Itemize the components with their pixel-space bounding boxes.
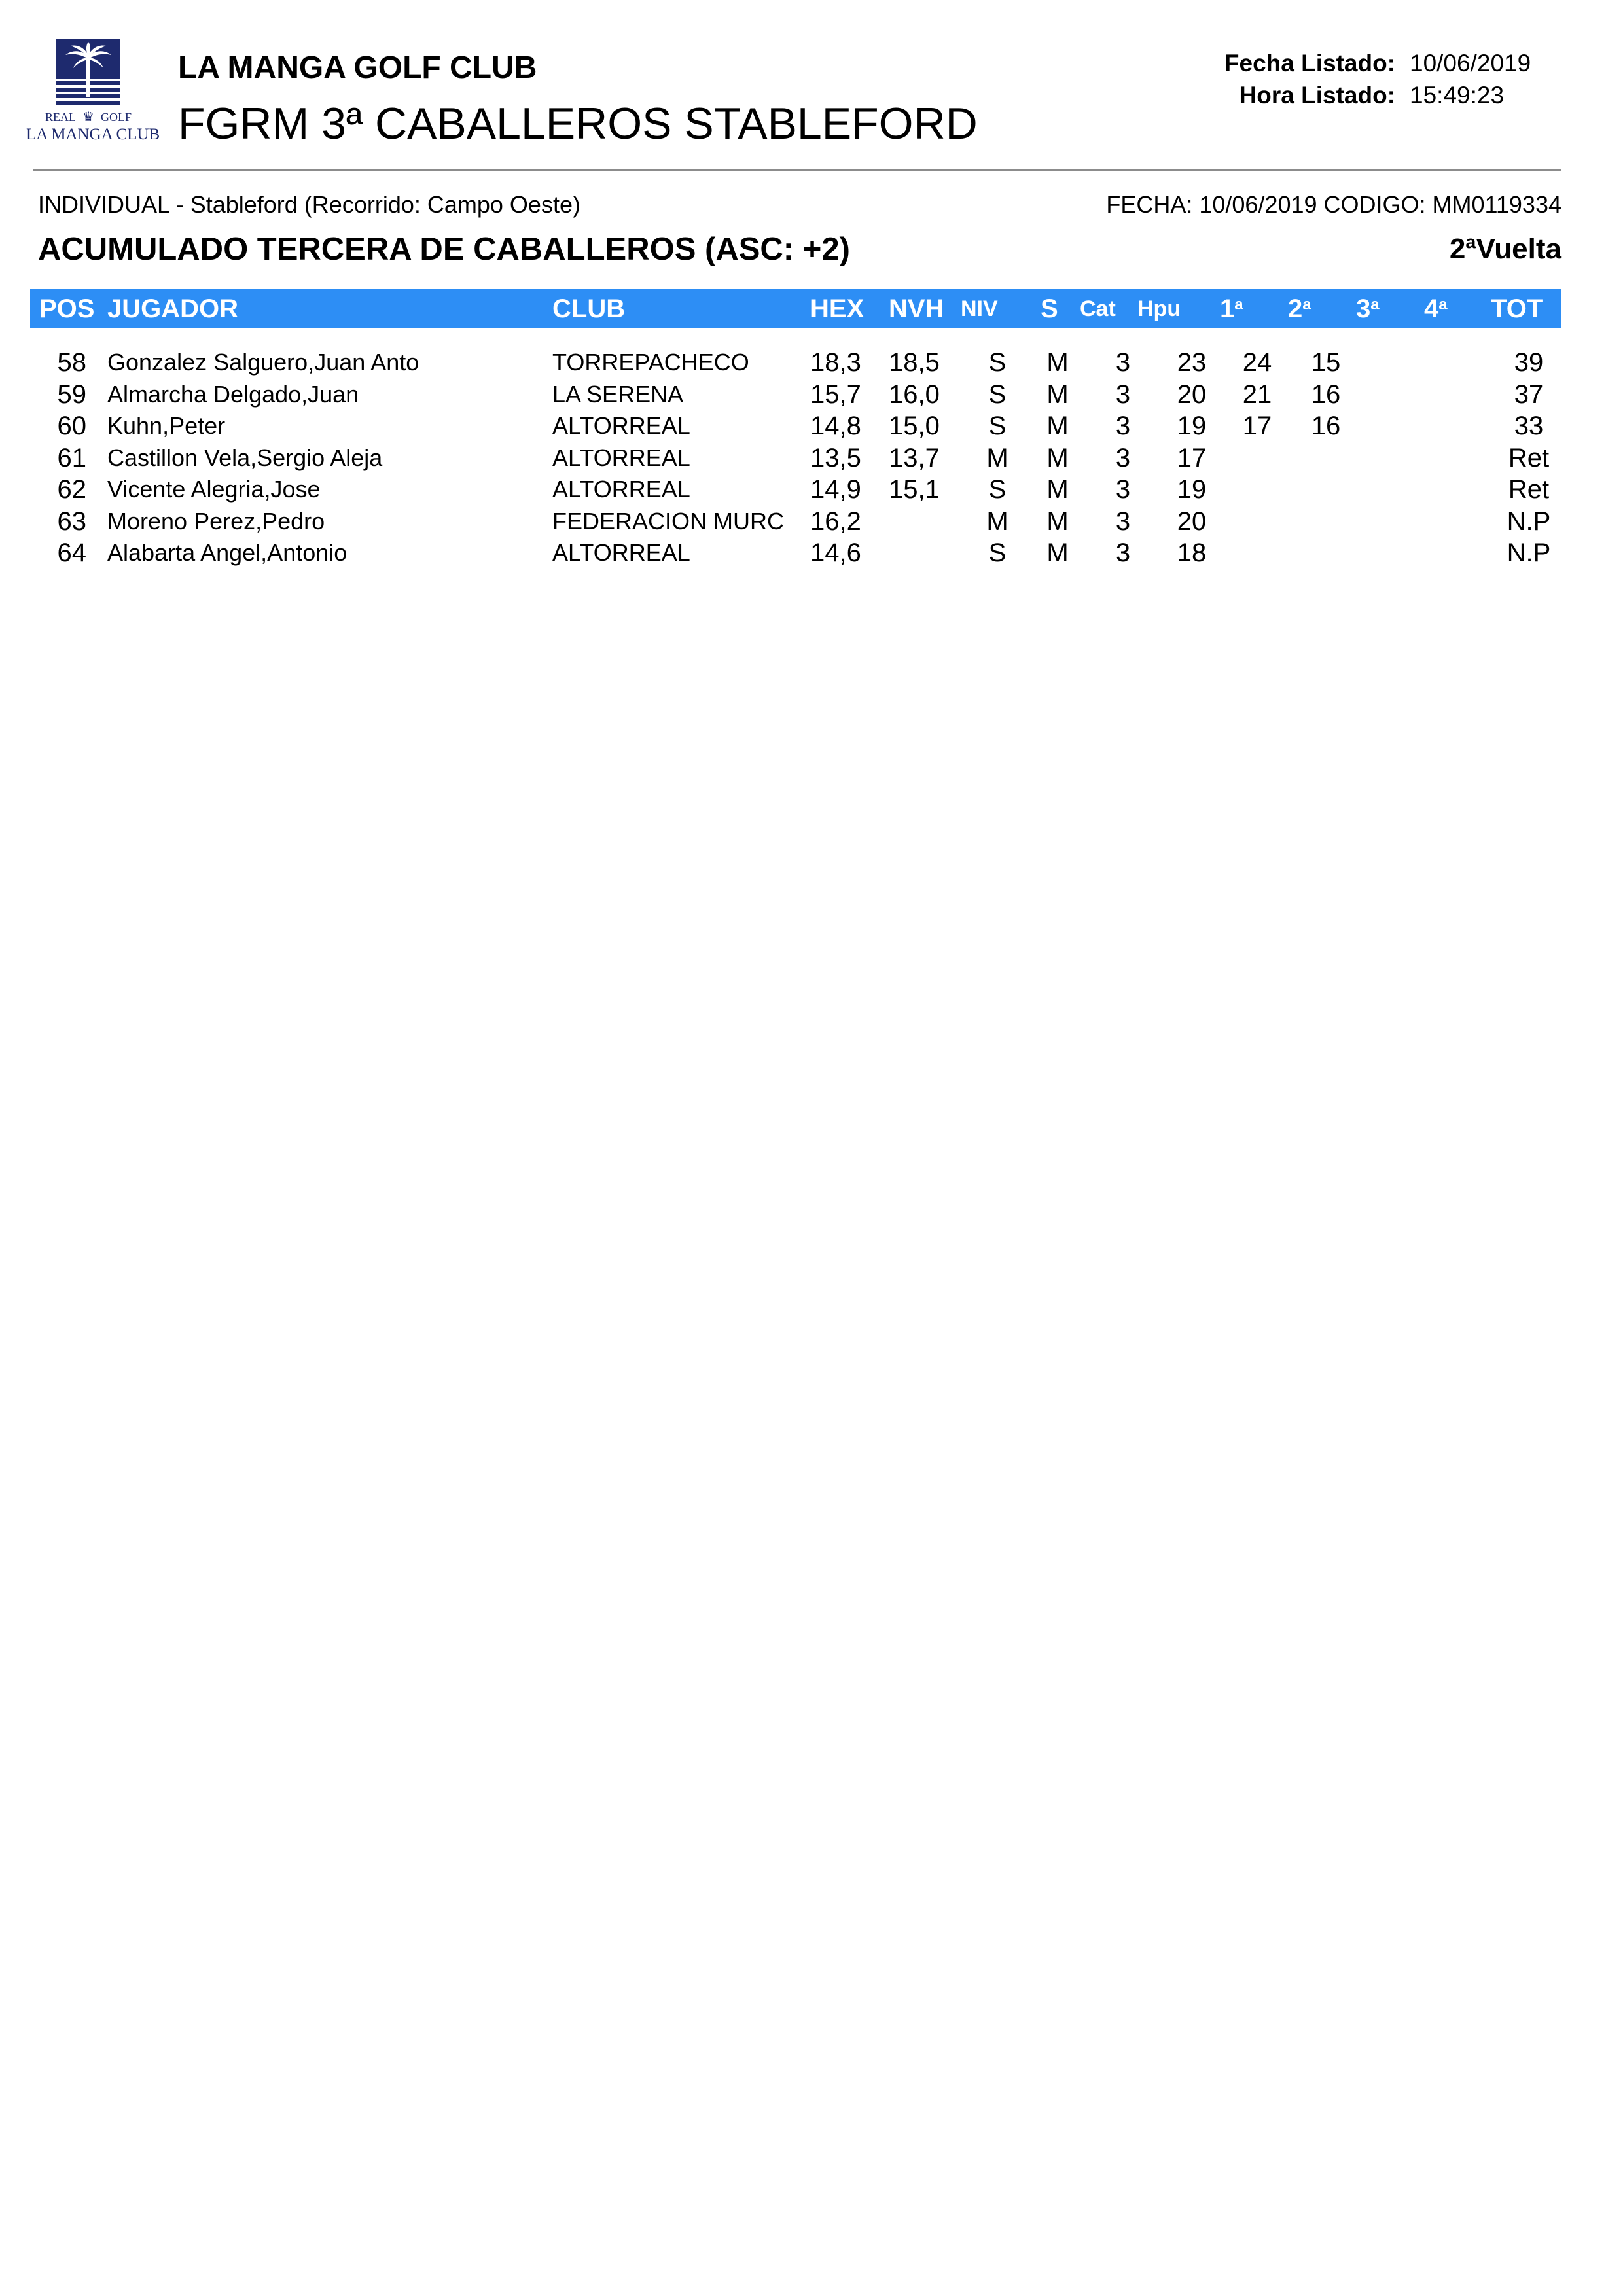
niv-value: S xyxy=(988,412,1007,440)
player-name: Castillon Vela,Sergio Aleja xyxy=(107,444,383,471)
col-nvh: NVH xyxy=(889,294,944,323)
position: 62 xyxy=(57,475,86,504)
round-2-score: 16 xyxy=(1311,412,1341,440)
nvh-value: 15,0 xyxy=(889,412,940,440)
player-name: Kuhn,Peter xyxy=(107,412,226,439)
date-and-code: FECHA: 10/06/2019 CODIGO: MM0119334 xyxy=(1106,191,1561,218)
player-name: Vicente Alegria,Jose xyxy=(107,476,321,503)
table-row xyxy=(30,442,1561,474)
total-score: 39 xyxy=(1514,348,1544,377)
category-value: 3 xyxy=(1115,380,1131,409)
table-row xyxy=(30,506,1561,538)
position: 58 xyxy=(57,348,86,377)
sex-value: M xyxy=(1046,539,1069,567)
table-row xyxy=(30,474,1561,506)
player-club: ALTORREAL xyxy=(552,539,690,566)
niv-value: M xyxy=(986,506,1008,536)
col-s: S xyxy=(1041,294,1058,323)
col-tot: TOT xyxy=(1491,294,1543,323)
hex-value: 14,8 xyxy=(810,412,861,440)
niv-value: S xyxy=(988,348,1007,377)
category-value: 3 xyxy=(1115,348,1131,377)
nvh-value: 16,0 xyxy=(889,380,940,409)
col-pos: POS xyxy=(39,294,95,323)
hpu-value: 19 xyxy=(1177,412,1207,440)
crown-icon: ♛ xyxy=(82,110,94,124)
table-row xyxy=(30,410,1561,442)
category-value: 3 xyxy=(1115,506,1131,536)
round-1-score: 21 xyxy=(1242,380,1272,409)
hpu-value: 18 xyxy=(1177,539,1207,567)
hpu-value: 19 xyxy=(1177,475,1207,504)
hex-value: 14,9 xyxy=(810,475,861,504)
hpu-value: 17 xyxy=(1177,443,1207,472)
fecha-listado-label: Fecha Listado: xyxy=(1224,50,1395,77)
table-row xyxy=(30,537,1561,569)
competition-format: INDIVIDUAL - Stableford (Recorrido: Campo Oeste) xyxy=(38,191,580,218)
palm-tree-logo-icon xyxy=(56,39,120,105)
hex-value: 13,5 xyxy=(810,443,861,472)
col-round-3: 3$^a$ xyxy=(1356,294,1380,323)
col-jugador: JUGADOR xyxy=(107,294,239,323)
results-table-header xyxy=(30,289,1561,328)
col-club: CLUB xyxy=(552,294,626,323)
col-round-2: 2$^a$ xyxy=(1288,294,1311,323)
event-title: FGRM 3ª CABALLEROS STABLEFORD xyxy=(178,99,978,149)
hex-value: 14,6 xyxy=(810,539,861,567)
col-hpu: Hpu xyxy=(1137,296,1181,321)
category-value: 3 xyxy=(1115,539,1131,567)
position: 64 xyxy=(57,539,86,567)
total-score: 37 xyxy=(1514,380,1544,409)
hpu-value: 23 xyxy=(1177,348,1207,377)
niv-value: S xyxy=(988,475,1007,504)
section-title: ACUMULADO TERCERA DE CABALLEROS (ASC: +2) xyxy=(38,232,850,267)
player-club: LA SERENA xyxy=(552,380,684,408)
position: 60 xyxy=(57,412,86,440)
club-logo xyxy=(26,39,160,150)
total-score: Ret xyxy=(1508,443,1550,472)
nvh-value: 13,7 xyxy=(889,443,940,472)
fecha-listado-value: 10/06/2019 xyxy=(1410,50,1531,77)
niv-value: M xyxy=(986,443,1008,472)
col-niv: NIV xyxy=(961,296,998,321)
position: 63 xyxy=(57,506,86,536)
sex-value: M xyxy=(1046,412,1069,440)
club-name: LA MANGA GOLF CLUB xyxy=(178,50,537,85)
player-club: TORREPACHECO xyxy=(552,349,749,376)
position: 59 xyxy=(57,380,86,409)
sex-value: M xyxy=(1046,380,1069,409)
table-row xyxy=(30,347,1561,379)
niv-value: S xyxy=(988,539,1007,567)
hpu-value: 20 xyxy=(1177,380,1207,409)
hora-listado-value: 15:49:23 xyxy=(1410,82,1505,109)
round-1-score: 24 xyxy=(1242,348,1272,377)
category-value: 3 xyxy=(1115,443,1131,472)
round-label: 2ªVuelta xyxy=(1449,233,1561,265)
player-club: FEDERACION MURC xyxy=(552,507,785,535)
sex-value: M xyxy=(1046,348,1069,377)
category-value: 3 xyxy=(1115,475,1131,504)
col-cat: Cat xyxy=(1080,296,1116,321)
total-score: Ret xyxy=(1508,475,1550,504)
results-table-body xyxy=(30,347,1561,569)
hex-value: 15,7 xyxy=(810,380,861,409)
hora-listado-label: Hora Listado: xyxy=(1239,82,1395,109)
player-name: Alabarta Angel,Antonio xyxy=(107,539,348,566)
hex-value: 16,2 xyxy=(810,506,861,536)
sex-value: M xyxy=(1046,506,1069,536)
position: 61 xyxy=(57,443,86,472)
player-name: Moreno Perez,Pedro xyxy=(107,507,325,535)
logo-text-real-golf: REAL ♛ GOLF xyxy=(45,110,132,124)
hpu-value: 20 xyxy=(1177,506,1207,536)
player-club: ALTORREAL xyxy=(552,476,690,503)
niv-value: S xyxy=(988,380,1007,409)
round-2-score: 16 xyxy=(1311,380,1341,409)
logo-text-la-manga-club: LA MANGA CLUB xyxy=(26,126,160,143)
round-1-score: 17 xyxy=(1242,412,1272,440)
hex-value: 18,3 xyxy=(810,348,861,377)
nvh-value: 15,1 xyxy=(889,475,940,504)
player-club: ALTORREAL xyxy=(552,412,690,439)
col-round-4: 4$^a$ xyxy=(1424,294,1448,323)
col-round-1: 1$^a$ xyxy=(1220,294,1243,323)
total-score: N.P xyxy=(1507,506,1551,536)
total-score: 33 xyxy=(1514,412,1544,440)
category-value: 3 xyxy=(1115,412,1131,440)
nvh-value: 18,5 xyxy=(889,348,940,377)
header-divider xyxy=(33,169,1561,171)
col-hex: HEX xyxy=(810,294,865,323)
sex-value: M xyxy=(1046,443,1069,472)
player-name: Gonzalez Salguero,Juan Anto xyxy=(107,349,419,376)
player-name: Almarcha Delgado,Juan xyxy=(107,380,359,408)
sex-value: M xyxy=(1046,475,1069,504)
player-club: ALTORREAL xyxy=(552,444,690,471)
table-row xyxy=(30,379,1561,411)
total-score: N.P xyxy=(1507,539,1551,567)
round-2-score: 15 xyxy=(1311,348,1341,377)
